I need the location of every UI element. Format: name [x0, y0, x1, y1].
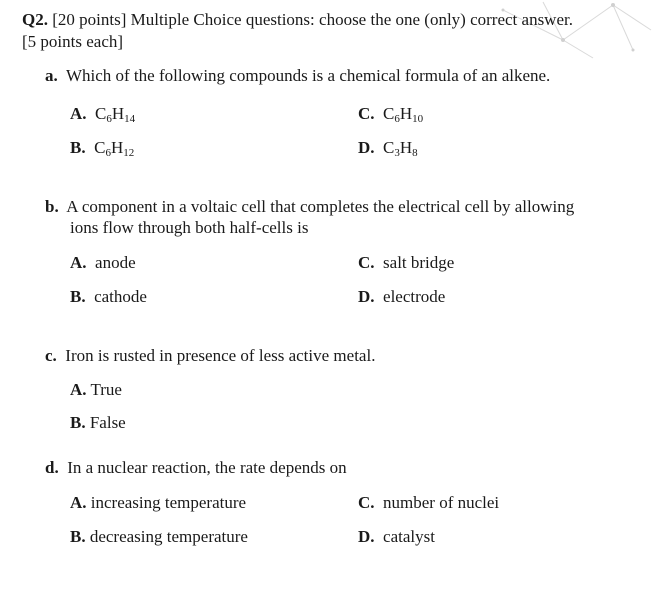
question-letter: d. [45, 458, 59, 477]
option-d-A[interactable] [70, 493, 246, 513]
option-text: increasing temperature [90, 493, 247, 512]
formula: $C_3H_8$ [383, 138, 418, 159]
question-letter: a. [45, 66, 58, 85]
formula: $C_6H_{12}$ [94, 138, 135, 159]
option-label: C. [358, 104, 375, 123]
question-c [45, 346, 375, 366]
question-text: Iron is rusted in presence of less active metal. [65, 346, 376, 365]
formula: $C_6H_{14}$ [95, 104, 136, 125]
watermark-graphic [483, 0, 653, 60]
option-c-B[interactable] [70, 413, 126, 433]
option-text: catalyst [383, 527, 435, 546]
question-header-line2: [5 points each] [22, 32, 124, 51]
option-a-D[interactable] [358, 138, 418, 158]
option-c-A[interactable] [70, 380, 122, 400]
option-text: True [90, 380, 122, 399]
option-text: number of nuclei [383, 493, 500, 512]
question-header-line1 [22, 10, 573, 30]
option-d-B[interactable] [70, 527, 248, 547]
option-b-C[interactable] [358, 253, 454, 273]
option-text: decreasing temperature [89, 527, 248, 546]
option-text: electrode [383, 287, 446, 306]
option-b-B[interactable] [70, 287, 147, 307]
option-b-A[interactable] [70, 253, 136, 273]
option-label: C. [358, 493, 375, 512]
question-a [45, 66, 550, 86]
option-text: anode [95, 253, 136, 272]
option-a-A[interactable] [70, 104, 135, 124]
option-b-D[interactable] [358, 287, 445, 307]
option-label: B. [70, 527, 86, 546]
option-label: B. [70, 138, 86, 157]
option-text: cathode [94, 287, 147, 306]
question-letter: c. [45, 346, 57, 365]
option-label: A. [70, 253, 87, 272]
option-text: salt bridge [383, 253, 455, 272]
option-text: False [89, 413, 126, 432]
option-label: C. [358, 253, 375, 272]
question-number: Q2. [22, 10, 48, 29]
option-label: D. [358, 287, 375, 306]
question-text: A component in a voltaic cell that completes the electrical cell by allowing [66, 197, 575, 216]
question-text: Which of the following compounds is a chemical formula of an alkene. [65, 66, 551, 85]
option-a-C[interactable] [358, 104, 423, 124]
question-letter: b. [45, 197, 59, 216]
option-d-C[interactable] [358, 493, 499, 513]
question-d [45, 458, 347, 478]
option-a-B[interactable] [70, 138, 134, 158]
option-label: B. [70, 287, 86, 306]
option-label: D. [358, 138, 375, 157]
option-label: B. [70, 413, 86, 432]
option-d-D[interactable] [358, 527, 435, 547]
option-label: D. [358, 527, 375, 546]
option-label: A. [70, 380, 87, 399]
formula: $C_6H_{10}$ [383, 104, 424, 125]
question-text: In a nuclear reaction, the rate depends on [67, 458, 347, 477]
question-instructions: [20 points] Multiple Choice questions: choose the one (only) correct answer. [47, 10, 573, 29]
option-label: A. [70, 493, 87, 512]
question-b [45, 197, 574, 217]
option-label: A. [70, 104, 87, 123]
question-b-line2: ions flow through both half-cells is [70, 218, 309, 237]
